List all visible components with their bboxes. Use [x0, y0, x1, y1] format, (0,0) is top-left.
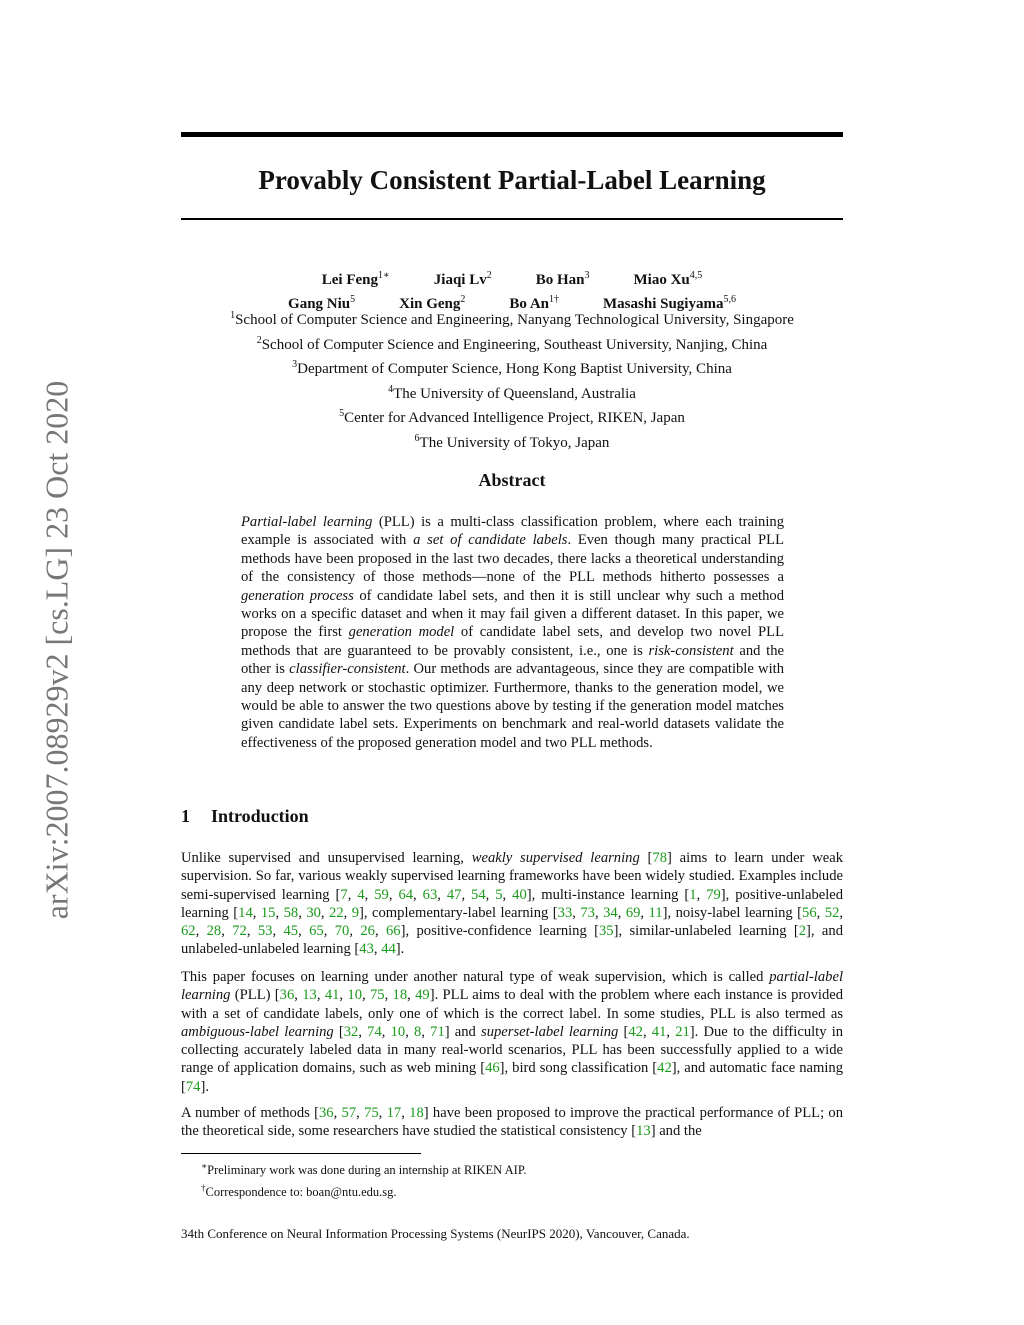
citation[interactable]: 18 — [409, 1105, 424, 1121]
author-name: Miao Xu$^{4,5}$ — [633, 270, 703, 288]
text-run: ], and automatic face naming [ — [181, 1060, 843, 1095]
text-run: , — [401, 1105, 410, 1121]
affiliation-number: 6 — [414, 432, 420, 444]
title-top-rule — [181, 132, 843, 137]
affiliation-text: Center for Advanced Intelligence Project, RIKEN, Japan — [344, 410, 685, 426]
citation[interactable]: 53 — [257, 923, 273, 940]
text-run: , — [364, 886, 375, 903]
footnote — [181, 1157, 527, 1179]
citation[interactable]: 9 — [351, 904, 360, 921]
text-run: , — [816, 904, 825, 921]
affiliation-line — [181, 380, 843, 405]
citation[interactable]: 59 — [374, 886, 389, 903]
text-run: , — [384, 987, 393, 1004]
text-run: , — [502, 886, 513, 903]
text-run: ], complementary-label learning [ — [359, 904, 558, 921]
citation[interactable]: 58 — [283, 904, 299, 921]
text-run: , — [294, 987, 303, 1004]
author-name: Bo Han$^3$ — [535, 270, 590, 288]
citation[interactable]: 52 — [824, 904, 840, 921]
affiliation-number: 1 — [230, 310, 236, 321]
citation[interactable]: 41 — [651, 1023, 667, 1040]
text-run: ], positive-confidence learning [ — [400, 923, 599, 940]
affiliation-number: 5 — [339, 408, 345, 419]
citation[interactable]: 56 — [802, 904, 817, 921]
emphasis: ambiguous-label learning — [181, 1023, 334, 1040]
section-title: Introduction — [211, 806, 309, 826]
affiliation-number: 2 — [256, 334, 262, 346]
abstract-text — [241, 513, 784, 752]
text-run: ], bird song classification [ — [499, 1060, 658, 1077]
citation[interactable]: 14 — [238, 904, 253, 921]
body-paragraph — [181, 849, 843, 959]
citation[interactable]: 1 — [689, 886, 697, 903]
conference-note: 34th Conference on Neural Information Processing Systems (NeurIPS 2020), Vancouver, Canada. — [181, 1226, 690, 1241]
text-run: , — [381, 1023, 391, 1040]
author-row — [181, 266, 843, 290]
text-run: , — [343, 904, 352, 921]
footnote-mark: ∗ — [201, 1161, 208, 1171]
citation[interactable]: 57 — [341, 1105, 357, 1121]
text-run: ]. — [395, 941, 405, 958]
emphasis: partial-label learning — [181, 969, 843, 1004]
citation[interactable]: 11 — [648, 904, 663, 921]
body-paragraph — [181, 1104, 843, 1141]
text-run: , — [298, 923, 310, 940]
text-run: and the other is — [241, 642, 784, 678]
section-number: 1 — [181, 806, 190, 826]
citation[interactable]: 44 — [381, 941, 396, 958]
text-run: This paper focuses on learning under another natural type of weak supervision, which is called — [181, 969, 770, 985]
text-run: , — [320, 904, 330, 921]
text-run: , — [374, 923, 386, 940]
text-run: ]. — [200, 1078, 209, 1095]
author-affiliation-mark: 3 — [584, 270, 590, 281]
author-name: Xin Geng$^2$ — [399, 294, 466, 312]
citation[interactable]: 46 — [485, 1060, 500, 1077]
author-affiliation-mark: 5 — [350, 294, 356, 305]
citation[interactable]: 4 — [357, 886, 365, 903]
author-name: Masashi Sugiyama$^{5,6}$ — [603, 294, 736, 312]
citation[interactable]: 10 — [390, 1023, 406, 1040]
footnote-rule — [181, 1153, 421, 1154]
affiliation-number: 4 — [388, 383, 394, 395]
citation[interactable]: 75 — [364, 1105, 379, 1121]
citation[interactable]: 73 — [580, 904, 595, 921]
text-run: , — [221, 923, 233, 940]
text-run: , — [246, 923, 258, 940]
arxiv-side-stamp: arXiv:2007.08929v2 [cs.LG] 23 Oct 2020 — [38, 380, 75, 920]
footnote-mark: † — [201, 1183, 206, 1194]
citation[interactable]: 21 — [675, 1023, 690, 1040]
citation[interactable]: 54 — [471, 886, 486, 903]
citation[interactable]: 45 — [283, 923, 299, 940]
text-run: , — [349, 923, 361, 940]
author-affiliation-mark: 1∗ — [378, 270, 390, 281]
text-run: , — [333, 1105, 342, 1121]
author-name: Lei Feng$^{1∗}$ — [321, 270, 390, 288]
citation[interactable]: 42 — [628, 1023, 643, 1040]
citation[interactable]: 2 — [798, 923, 807, 940]
text-run: Unlike supervised and unsupervised learning, — [181, 850, 472, 866]
text-run: ], similar-unlabeled learning [ — [613, 923, 799, 940]
citation[interactable]: 17 — [386, 1105, 402, 1121]
author-affiliation-mark: 2 — [460, 294, 466, 305]
text-run: , — [413, 886, 423, 903]
text-run: , — [316, 987, 325, 1004]
citation[interactable]: 34 — [603, 904, 618, 921]
citation[interactable]: 41 — [324, 987, 340, 1004]
text-run: , — [485, 886, 496, 903]
author-name: Bo $An^{1\dagger}$ — [509, 294, 560, 312]
citation[interactable]: 26 — [360, 923, 375, 940]
text-run: , — [572, 904, 581, 921]
author-affiliation-mark: 5,6 — [723, 294, 736, 305]
paper-title: Provably Consistent Partial-Label Learning — [258, 165, 766, 195]
citation[interactable]: 64 — [398, 886, 414, 903]
text-run: , — [407, 987, 416, 1004]
affiliation-text: School of Computer Science and Engineering, Southeast University, Nanjing, China — [261, 336, 768, 353]
citation[interactable]: 74 — [185, 1078, 201, 1095]
text-run: , — [388, 886, 399, 903]
emphasis: Partial-label learning — [241, 514, 373, 530]
citation[interactable]: 5 — [495, 886, 503, 903]
text-run: , — [358, 1023, 368, 1040]
citation[interactable]: 71 — [430, 1023, 445, 1040]
citation[interactable]: 79 — [706, 886, 721, 903]
citation[interactable]: 13 — [302, 987, 317, 1004]
affiliation-text: The University of Tokyo, Japan — [419, 434, 610, 451]
text-run: , — [405, 1023, 415, 1040]
body-paragraph — [181, 968, 843, 1096]
text-run: ] and — [444, 1023, 482, 1040]
citation[interactable]: 35 — [599, 923, 614, 940]
citation[interactable]: 78 — [652, 850, 668, 866]
text-run: . Even though many practical PLL methods have been proposed in the last two decades, there lacks a theoretical understanding of the consistency of those methods—none of the PLL methods hitherto possesses a — [241, 532, 784, 586]
text-run: of candidate label sets, and develop two novel PLL methods that are guaranteed to be provably consistent, i.e., one is — [241, 624, 784, 659]
affiliation-line — [181, 355, 843, 380]
text-run: , — [298, 904, 307, 921]
emphasis: weakly supervised learning — [471, 850, 640, 866]
section-heading — [181, 806, 309, 827]
text-run: A number of methods [ — [181, 1105, 319, 1121]
affiliation-text: The University of Queensland, Australia — [393, 385, 636, 402]
author-name: Jiaqi Lv$^2$ — [433, 270, 492, 288]
text-run: , — [421, 1023, 431, 1040]
text-run: ]. Due to the difficulty in collecting accurately labeled data in many real-world scenarios, PLL has been successfully applied to a wide range of application domains, such as web mining [ — [181, 1023, 844, 1077]
text-run: ], and unlabeled-unlabeled learning [ — [181, 923, 844, 958]
text-run: ], multi-instance learning [ — [526, 886, 690, 903]
emphasis: superset-label learning — [481, 1023, 619, 1040]
text-run: , — [361, 987, 370, 1004]
text-run: , — [437, 886, 447, 903]
text-run: , — [195, 923, 207, 940]
text-run: , — [356, 1105, 365, 1121]
author-affiliation-mark: 1† — [549, 294, 560, 305]
text-run: , — [339, 987, 348, 1004]
affiliation-line — [181, 404, 843, 429]
citation[interactable]: 30 — [306, 904, 321, 921]
text-run: [ — [333, 1023, 344, 1040]
text-run: , — [696, 886, 707, 903]
text-run: . Our methods are advantageous, since they are compatible with any deep network or stochastic optimizer. Furthermore, thanks to the generation model, we would be able to answer the two questions above by testing if the generation model matches given candidate label sets. Experiments on benchmark and real-world datasets validate the effectiveness of the proposed generation model and two PLL methods. — [241, 661, 784, 751]
citation[interactable]: 43 — [359, 941, 374, 958]
text-run: , — [323, 923, 335, 940]
citation[interactable]: 62 — [181, 923, 196, 940]
citation[interactable]: 13 — [636, 1123, 651, 1140]
text-run: , — [461, 886, 472, 903]
text-run: , — [347, 886, 358, 903]
author-affiliation-mark: 4,5 — [689, 270, 703, 281]
citation[interactable]: 28 — [206, 923, 222, 940]
emphasis: a set of candidate labels — [413, 532, 568, 549]
affiliations — [181, 306, 843, 453]
affiliation-number: 3 — [292, 359, 298, 370]
footnote — [181, 1179, 527, 1201]
affiliation-line — [181, 306, 843, 331]
affiliation-text: School of Computer Science and Engineering, Nanyang Technological University, Singapore — [235, 312, 794, 328]
text-run: of candidate label sets, and then it is still unclear why such a method works on a specific dataset and when it may fail given a different dataset. In this paper, we propose the first — [241, 587, 785, 641]
citation[interactable]: 8 — [414, 1023, 422, 1040]
citation[interactable]: 70 — [334, 923, 350, 940]
citation[interactable]: 69 — [625, 904, 641, 921]
citation[interactable]: 42 — [657, 1060, 672, 1077]
text-run: , — [666, 1023, 676, 1040]
text-run: , — [252, 904, 261, 921]
text-run: , — [373, 941, 382, 958]
citation[interactable]: 47 — [446, 886, 462, 903]
text-run: , — [642, 1023, 652, 1040]
citation[interactable]: 10 — [347, 987, 362, 1004]
emphasis: generation model — [348, 624, 455, 641]
citation[interactable]: 40 — [512, 886, 527, 903]
text-run: (PLL) [ — [230, 987, 280, 1004]
citation[interactable]: 49 — [415, 987, 430, 1004]
citation[interactable]: 75 — [369, 987, 385, 1004]
text-run: , — [617, 904, 626, 921]
text-run: , — [640, 904, 649, 921]
text-run: , — [839, 904, 844, 921]
text-run: , — [272, 923, 284, 940]
citation[interactable]: 36 — [279, 987, 295, 1004]
emphasis: classifier-consistent — [289, 661, 406, 678]
citation[interactable]: 36 — [318, 1105, 334, 1121]
emphasis: generation process — [241, 587, 354, 604]
text-run: , — [378, 1105, 387, 1121]
emphasis: risk-consistent — [648, 642, 734, 659]
footnotes — [181, 1157, 527, 1201]
citation[interactable]: 22 — [329, 904, 344, 921]
footnote-text: Correspondence to: boan@ntu.edu.sg. — [205, 1185, 397, 1200]
text-run: [ — [618, 1023, 629, 1040]
citation[interactable]: 65 — [309, 923, 324, 940]
text-run: , — [594, 904, 604, 921]
text-run: ] and the — [650, 1123, 702, 1140]
text-run: , — [275, 904, 284, 921]
text-run: [ — [639, 850, 653, 866]
author-name: Gang Niu$^5$ — [288, 294, 356, 312]
citation[interactable]: 33 — [557, 904, 573, 921]
citation[interactable]: 18 — [392, 987, 408, 1004]
title-bottom-rule — [181, 218, 843, 220]
citation[interactable]: 63 — [422, 886, 438, 903]
citation[interactable]: 15 — [260, 904, 276, 921]
author-affiliation-mark: 2 — [486, 270, 492, 281]
citation[interactable]: 32 — [343, 1023, 359, 1040]
text-run: ] aims to learn under weak supervision. So far, various weakly supervised learning frameworks have been widely studied. Examples include semi-supervised learning [ — [181, 850, 844, 903]
footnote-text: Preliminary work was done during an internship at RIKEN AIP. — [207, 1163, 527, 1178]
abstract-heading: Abstract — [478, 470, 546, 490]
citation[interactable]: 72 — [232, 923, 247, 940]
text-run: (PLL) is a multi-class classification problem, where each training example is associated with — [241, 514, 784, 549]
text-run: ]. PLL aims to deal with the problem where each instance is provided with a set of candidate labels, only one of which is the correct label. In some studies, PLL is also termed as — [181, 987, 844, 1022]
citation[interactable]: 7 — [340, 886, 348, 903]
text-run: ], positive-unlabeled learning [ — [181, 886, 844, 921]
citation[interactable]: 74 — [367, 1023, 382, 1040]
text-run: ], noisy-label learning [ — [662, 904, 803, 921]
affiliation-line — [181, 331, 843, 356]
citation[interactable]: 66 — [386, 923, 401, 940]
affiliation-line — [181, 429, 843, 454]
text-run: ] have been proposed to improve the practical performance of PLL; on the theoretical side, some researchers have studied the statistical consistency [ — [181, 1105, 844, 1140]
affiliation-text: Department of Computer Science, Hong Kong Baptist University, China — [297, 361, 732, 377]
